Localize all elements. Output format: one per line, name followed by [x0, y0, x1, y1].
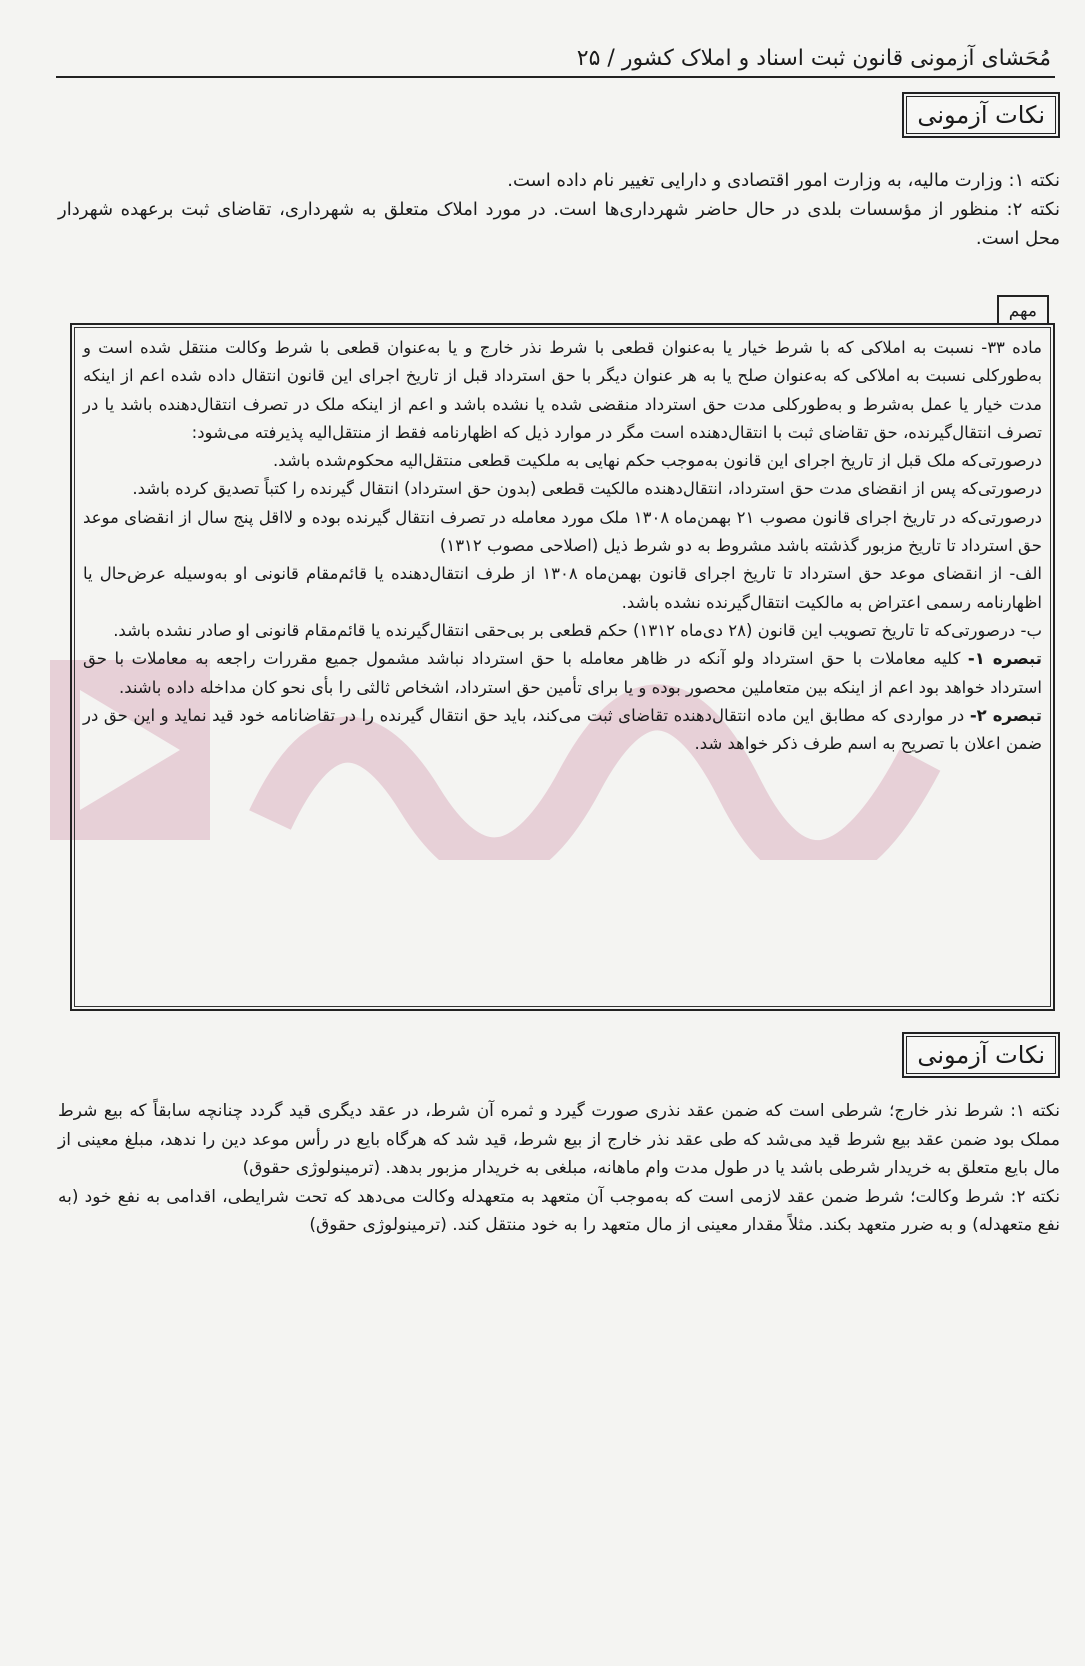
note-tabsare-1 [83, 645, 1042, 702]
article-paragraph: ماده ۳۳- نسبت به املاکی که با شرط خیار یا به‌عنوان قطعی با شرط نذر خارج و یا به‌عنوان قطعی با شرط وکالت منتقل شده است و به‌طورکلی نسبت به املاکی که به‌عنوان صلح یا به هر عنوان دیگر با حق استرداد قبل از تاریخ اجرای این قانون انتقال داده شده اعم از اینکه مدت خیار یا عمل به‌شرط و به‌طورکلی مدت حق استرداد منقضی شده یا نشده باشد و اعم از اینکه ملک در تصرف انتقال‌دهنده باشد یا در تصرف انتقال‌گیرنده، حق تقاضای ثبت با انتقال‌دهنده است مگر در موارد ذیل که اظهارنامه فقط از منتقل‌الیه پذیرفته می‌شود: [83, 338, 1042, 442]
article-box [70, 323, 1055, 1011]
running-title: مُحَشای آزمونی قانون ثبت اسناد و املاک کشور / ۲۵ [576, 46, 1051, 71]
note-item: نکته ۲: منظور از مؤسسات بلدی در حال حاضر شهرداری‌ها است. در مورد املاک متعلق به شهرداری، تقاضای ثبت برعهده شهردار محل است. [58, 199, 1060, 249]
running-header [56, 42, 1055, 78]
section-title-box [902, 1032, 1060, 1078]
tabsare-label: تبصره ۲- [969, 705, 1042, 725]
note-item: نکته ۱: شرط نذر خارج؛ شرطی است که ضمن عقد نذری صورت گیرد و ثمره آن شرط، در عقد دیگری قید گردد چنانچه سابقاً که بیع شرط مملک بود ضمن عقد بیع شرط قید می‌شد که طی عقد نذر خارج از بیع شرط، قید شد که هرگاه بایع در رأس موعد دین را ندهد، مبلغ معینی از مال بایع متعلق به خریدار شرطی باشد یا در طول مدت وام ماهانه، مبلغی به خریدار مزبور بدهد. (ترمینولوژی حقوق) [58, 1101, 1060, 1178]
article-paragraph: درصورتی‌که در تاریخ اجرای قانون مصوب ۲۱ بهمن‌ماه ۱۳۰۸ ملک مورد معامله در تصرف انتقال گیرنده بوده و لااقل پنج سال از انقضای موعد حق استرداد تا تاریخ مزبور گذشته باشد مشروط به دو شرط ذیل (اصلاحی مصوب ۱۳۱۲) [83, 507, 1042, 556]
section-title: نکات آزمونی [906, 96, 1056, 134]
section-title: نکات آزمونی [906, 1036, 1056, 1074]
notes-block [58, 1097, 1060, 1240]
tabsare-text: در مواردی که مطابق این ماده انتقال‌دهنده تقاضای ثبت می‌کند، باید حق انتقال گیرنده را در تقاضانامه خود قید نماید و این حق در ضمن اعلان با تصریح به اسم طرف ذکر خواهد شد. [83, 705, 1042, 754]
tabsare-label: تبصره ۱- [967, 649, 1042, 669]
notes-block [58, 166, 1060, 253]
article-paragraph: درصورتی‌که پس از انقضای مدت حق استرداد، انتقال‌دهنده مالکیت قطعی (بدون حق استرداد) انتقال گیرنده را کتباً تصدیق کرده باشد. [132, 479, 1042, 499]
note-item: نکته ۲: شرط وکالت؛ شرط ضمن عقد لازمی است که به‌موجب آن متعهد به متعهدله وکالت می‌دهد که تحت شرایطی، اقدامی به نفع خود (به نفع متعهدله) و به ضرر متعهد بکند. مثلاً مقدار معینی از مال متعهد را به خود منتقل کند. (ترمینولوژی حقوق) [58, 1186, 1060, 1235]
article-text [74, 327, 1051, 1007]
article-paragraph: درصورتی‌که ملک قبل از تاریخ اجرای این قانون به‌موجب حکم نهایی به ملکیت قطعی منتقل‌الیه محکوم‌شده باشد. [273, 451, 1042, 471]
article-paragraph: ب- درصورتی‌که تا تاریخ تصویب این قانون (۲۸ دی‌ماه ۱۳۱۲) حکم قطعی بر بی‌حقی انتقال‌گیرنده یا قائم‌مقام قانونی او صادر نشده باشد. [113, 620, 1042, 640]
note-tabsare-2 [83, 702, 1042, 759]
article-paragraph: الف- از انقضای موعد حق استرداد تا تاریخ اجرای قانون بهمن‌ماه ۱۳۰۸ از طرف انتقال‌دهنده یا قائم‌مقام قانونی او به‌وسیله عرض‌حال یا اظهارنامه رسمی اعتراض به مالکیت انتقال‌گیرنده نشده باشد. [83, 564, 1042, 612]
note-item: نکته ۱: وزارت مالیه، به وزارت امور اقتصادی و دارایی تغییر نام داده است. [507, 170, 1060, 191]
tabsare-text: کلیه معاملات با حق استرداد ولو آنکه در ظاهر معامله با حق استرداد نباشد مشمول جمیع مقررات راجعه به معاملات با حق استرداد خواهد بود اعم از اینکه بین متعاملین محصور بوده و یا برای تأمین حق استرداد، اشخاص ثالثی را بأی نحو کان مداخله داده باشند. [83, 649, 1042, 697]
important-tag: مهم [997, 295, 1049, 325]
section-title-box [902, 92, 1060, 138]
